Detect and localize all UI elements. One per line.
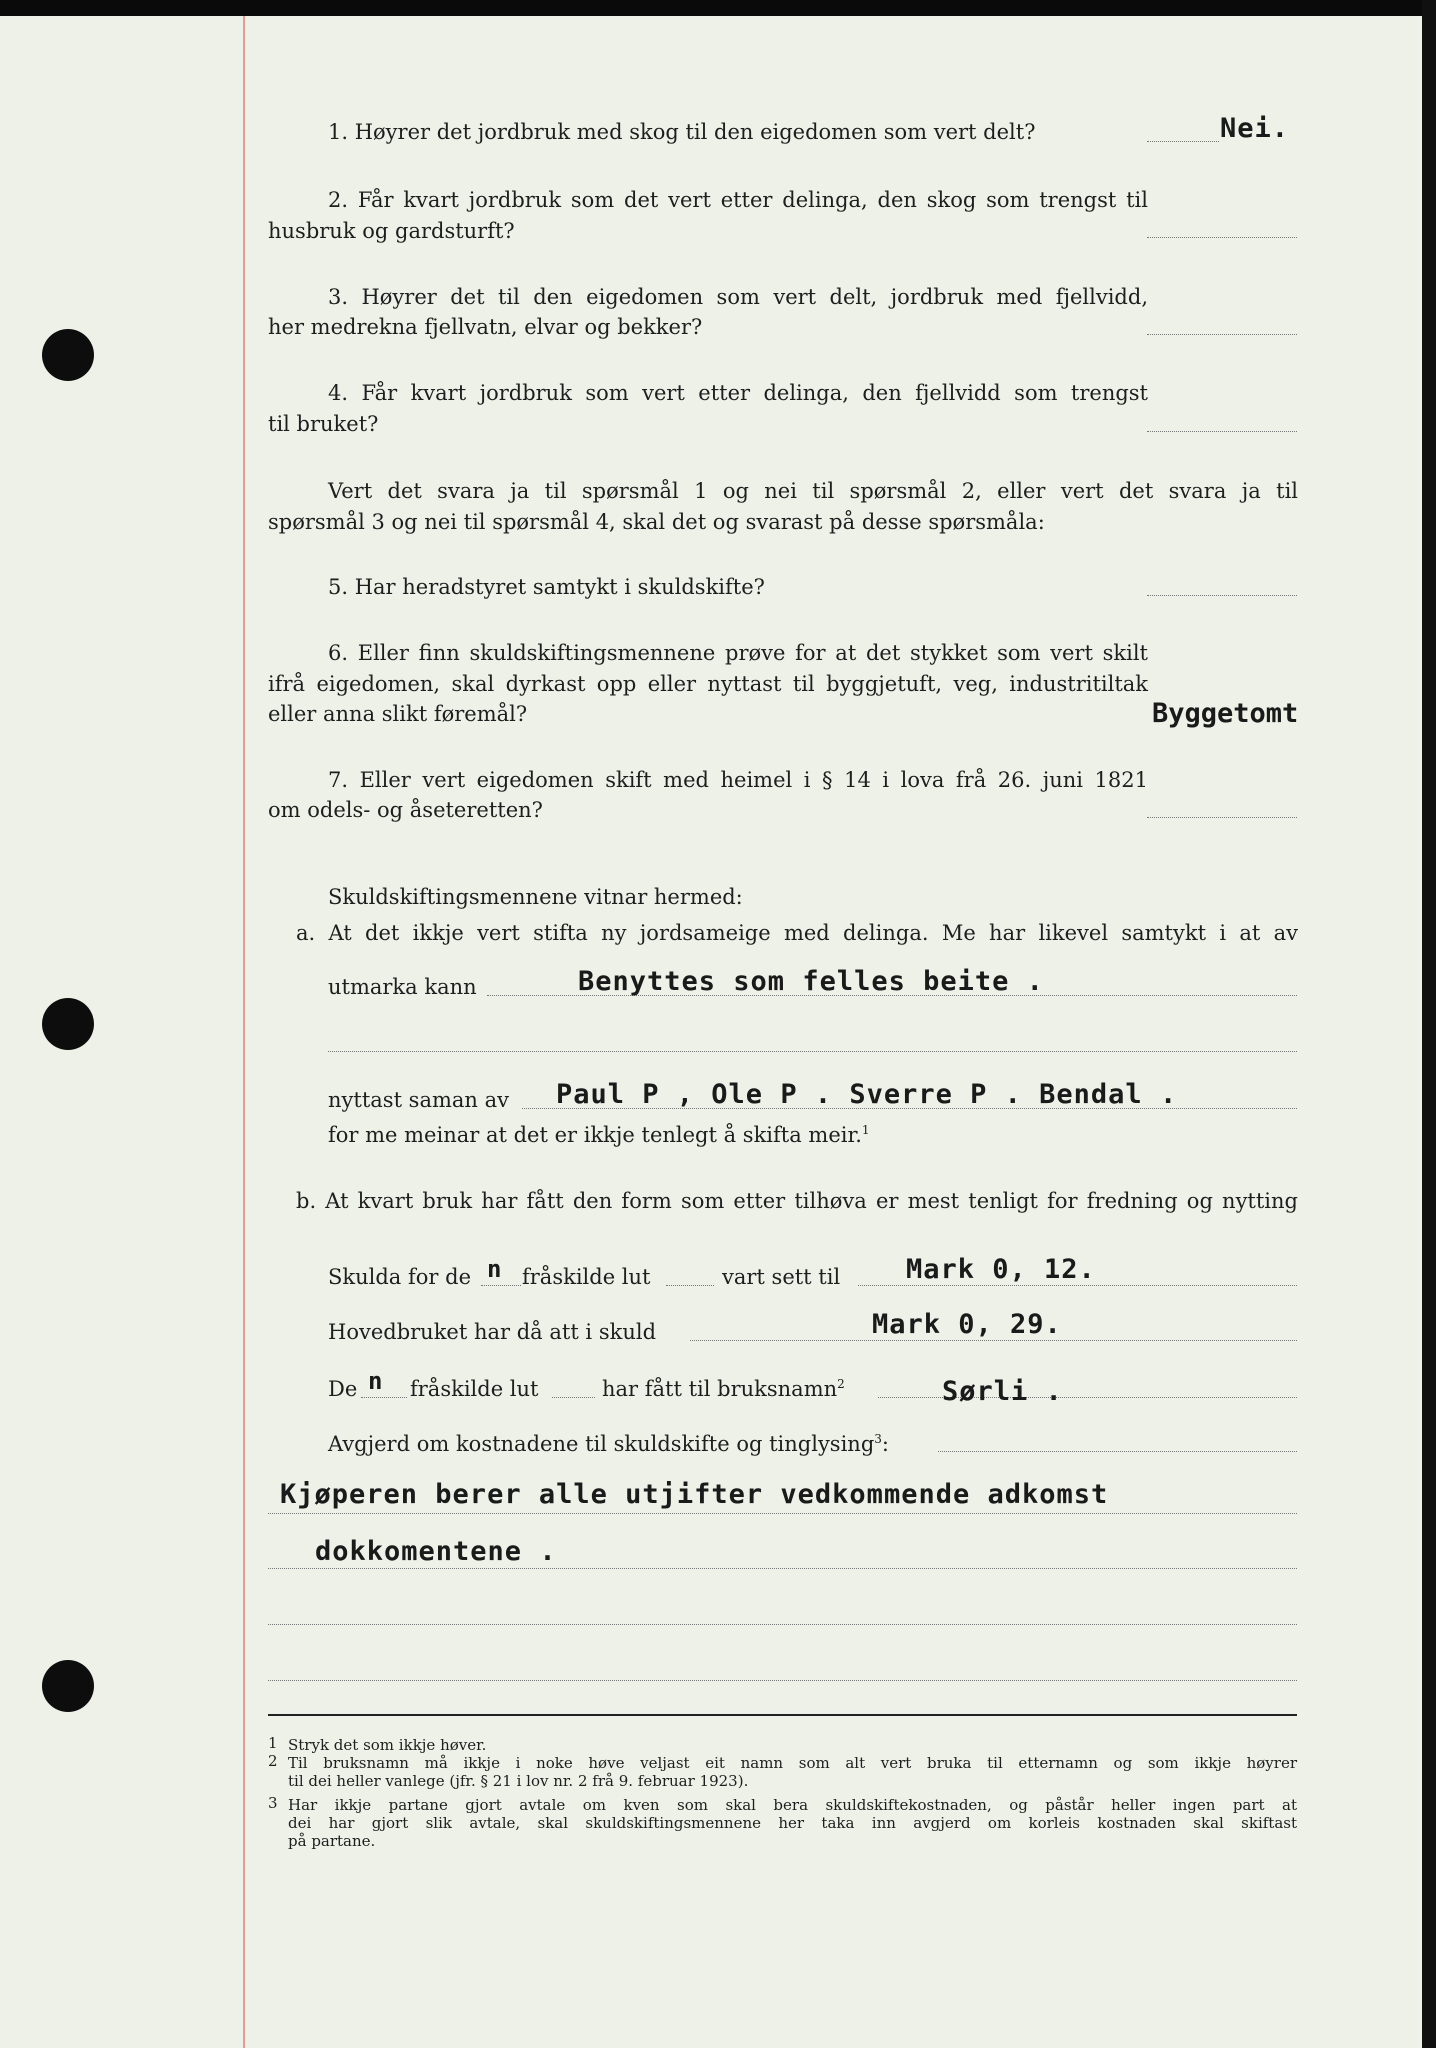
punch-hole-top bbox=[42, 329, 94, 381]
answer-line-q7 bbox=[1147, 817, 1297, 818]
den-value: Sørli . bbox=[942, 1376, 1063, 1407]
instruction-line2: spørsmål 3 og nei til spørsmål 4, skal det og svarast på desse spørsmåla: bbox=[268, 510, 1045, 534]
scan-top-border bbox=[0, 0, 1436, 16]
hoved-value: Mark 0, 29. bbox=[872, 1309, 1062, 1340]
skulda-value: Mark 0, 12. bbox=[906, 1254, 1096, 1285]
answer-line-q3 bbox=[1147, 334, 1297, 335]
answer-q1: Nei. bbox=[1220, 113, 1290, 144]
margin-rule bbox=[243, 16, 245, 2048]
question-5: 5. Har heradstyret samtykt i skuldskifte? bbox=[328, 575, 765, 599]
utmarka-value: Benyttes som felles beite . bbox=[578, 966, 1044, 997]
avgjerd-line-0 bbox=[938, 1451, 1297, 1452]
question-6-line2: ifrå eigedomen, skal dyrkast opp eller nyttast til byggjetuft, veg, industritiltak bbox=[268, 672, 1148, 696]
nyttast-value: Paul P , Ole P . Sverre P . Bendal . bbox=[556, 1079, 1178, 1110]
utmarka-label: utmarka kann bbox=[328, 975, 477, 999]
punch-hole-bottom bbox=[42, 1660, 94, 1712]
instruction-line1: Vert det svara ja til spørsmål 1 og nei til spørsmål 2, eller vert det svara ja til bbox=[328, 479, 1298, 503]
answer-line-q4 bbox=[1147, 431, 1297, 432]
avgjerd-label: Avgjerd om kostnadene til skuldskifte og tinglysing$^3$: bbox=[328, 1432, 889, 1456]
footnote-2-number: 2 bbox=[268, 1752, 278, 1770]
avgjerd-line-2 bbox=[268, 1568, 1297, 1569]
footnote-2-line1: Til bruksnamn må ikkje i noke høve veljast eit namn som alt vert bruka til etternamn og som ikkje høyrer bbox=[288, 1754, 1297, 1772]
skulda-post: vart sett til bbox=[722, 1265, 841, 1289]
skulda-lut-line bbox=[666, 1285, 714, 1286]
answer-line-q2 bbox=[1147, 237, 1297, 238]
footnote-3-line1: Har ikkje partane gjort avtale om kven som skal bera skuldskiftekostnaden, og påstår heller ingen part at bbox=[288, 1796, 1297, 1814]
answer-q6: Byggetomt bbox=[1152, 698, 1299, 729]
utmarka-extra-line bbox=[328, 1051, 1297, 1052]
footnote-3-number: 3 bbox=[268, 1794, 278, 1812]
question-3-line1: 3. Høyrer det til den eigedomen som vert delt, jordbruk med fjellvidd, bbox=[328, 285, 1148, 309]
den-n: n bbox=[368, 1367, 384, 1395]
den-pre: De bbox=[328, 1377, 358, 1401]
den-lut-line bbox=[552, 1397, 595, 1398]
question-7-line2: om odels- og åseteretten? bbox=[268, 798, 543, 822]
witness-heading: Skuldskiftingsmennene vitnar hermed: bbox=[328, 885, 743, 909]
den-post: har fått til bruksnamn$^2$ bbox=[602, 1377, 845, 1401]
skulda-mid: fråskilde lut bbox=[522, 1265, 651, 1289]
footnote-separator bbox=[268, 1714, 1297, 1716]
question-7-line1: 7. Eller vert eigedomen skift med heimel i § 14 i lova frå 26. juni 1821 bbox=[328, 768, 1148, 792]
question-6-line1: 6. Eller finn skuldskiftingsmennene prøve for at det stykket som vert skilt bbox=[328, 641, 1148, 665]
avgjerd-line-4 bbox=[268, 1680, 1297, 1681]
question-2-line1: 2. Får kvart jordbruk som det vert etter delinga, den skog som trengst til bbox=[328, 188, 1148, 212]
avgjerd-line-1 bbox=[268, 1513, 1297, 1514]
question-1: 1. Høyrer det jordbruk med skog til den eigedomen som vert delt? bbox=[328, 120, 1036, 144]
footnote-3-line2: dei har gjort slik avtale, skal skuldskiftingsmennene her taka inn avgjerd om korleis kostnaden skal skiftast bbox=[288, 1814, 1297, 1832]
skulda-pre: Skulda for de bbox=[328, 1265, 471, 1289]
question-6-line3: eller anna slikt føremål? bbox=[268, 702, 528, 726]
answer-line-q5 bbox=[1147, 595, 1297, 596]
question-2-line2: husbruk og gardsturft? bbox=[268, 219, 515, 243]
footnote-3-line3: på partane. bbox=[288, 1832, 376, 1850]
punch-hole-middle bbox=[42, 998, 94, 1050]
den-mid: fråskilde lut bbox=[410, 1377, 539, 1401]
nyttast-label: nyttast saman av bbox=[328, 1088, 509, 1112]
footnote-1: Stryk det som ikkje høver. bbox=[288, 1736, 487, 1754]
skulda-n: n bbox=[487, 1255, 503, 1283]
avgjerd-line-3 bbox=[268, 1624, 1297, 1625]
avgjerd-value-line1: Kjøperen berer alle utjifter vedkommende adkomst bbox=[280, 1479, 1109, 1510]
question-4-line1: 4. Får kvart jordbruk som vert etter delinga, den fjellvidd som trengst bbox=[328, 381, 1148, 405]
footnote-1-number: 1 bbox=[268, 1734, 278, 1752]
witness-a-last: for me meinar at det er ikkje tenlegt å skifta meir.$^1$ bbox=[328, 1123, 870, 1147]
witness-b-line1: b. At kvart bruk har fått den form som etter tilhøva er mest tenligt for fredning og nytting bbox=[296, 1189, 1298, 1213]
question-3-line2: her medrekna fjellvatn, elvar og bekker? bbox=[268, 315, 703, 339]
answer-line-q1 bbox=[1147, 141, 1219, 142]
footnote-2-line2: til dei heller vanlege (jfr. § 21 i lov nr. 2 frå 9. februar 1923). bbox=[288, 1772, 749, 1790]
den-value-line bbox=[878, 1397, 1297, 1398]
hoved-label: Hovedbruket har då att i skuld bbox=[328, 1320, 657, 1344]
witness-a-line1: a. At det ikkje vert stifta ny jordsameige med delinga. Me har likevel samtykt i at av bbox=[296, 921, 1298, 945]
question-4-line2: til bruket? bbox=[268, 412, 379, 436]
paper-sheet bbox=[0, 16, 1422, 2048]
avgjerd-value-line2: dokkomentene . bbox=[315, 1536, 557, 1567]
scan-right-border bbox=[1422, 0, 1436, 2048]
